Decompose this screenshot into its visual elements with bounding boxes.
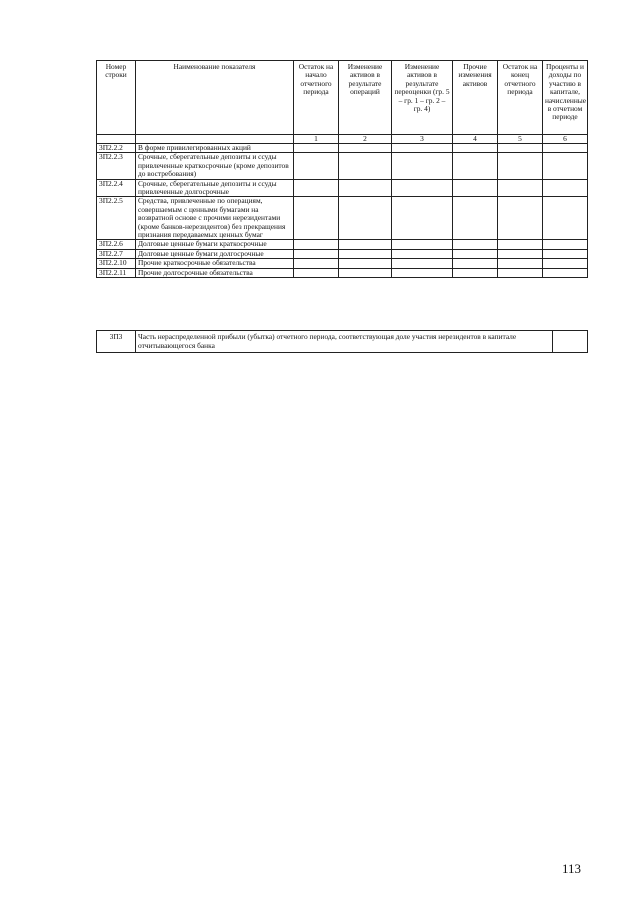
row-name: Средства, привлеченные по операциям, совершаемым с ценными бумагами на возвратной основе с прочими нерезидентами (кроме банков-нерезидентов) без прекращения признания передаваемых ценных бумаг <box>136 197 294 240</box>
header-column-2: Изменение активов в результате операций <box>339 61 392 135</box>
row-code: 3П2.2.4 <box>97 179 136 197</box>
cell <box>498 249 543 258</box>
row-code: 3П2.2.5 <box>97 197 136 240</box>
row-code: 3П2.2.3 <box>97 153 136 179</box>
row-name: Долговые ценные бумаги краткосрочные <box>136 240 294 249</box>
footer-row-code: 3П3 <box>97 331 136 353</box>
table-row <box>97 249 588 258</box>
cell <box>392 197 453 240</box>
cell <box>543 259 588 268</box>
table-row <box>97 179 588 197</box>
cell <box>392 153 453 179</box>
footer-table <box>96 330 588 353</box>
cell <box>294 240 339 249</box>
cell <box>339 259 392 268</box>
row-code: 3П2.2.11 <box>97 268 136 277</box>
row-code: 3П2.2.7 <box>97 249 136 258</box>
table-row <box>97 197 588 240</box>
footer-row <box>97 331 588 353</box>
cell <box>339 153 392 179</box>
table-row <box>97 259 588 268</box>
column-number: 3 <box>392 135 453 144</box>
cell <box>453 144 498 153</box>
cell <box>294 179 339 197</box>
cell <box>339 249 392 258</box>
cell <box>339 179 392 197</box>
cell <box>543 240 588 249</box>
table-row <box>97 144 588 153</box>
header-row <box>97 61 588 135</box>
table-row <box>97 240 588 249</box>
table-row <box>97 268 588 277</box>
column-number-empty <box>136 135 294 144</box>
cell <box>498 153 543 179</box>
header-column-5: Остаток на конец отчетного периода <box>498 61 543 135</box>
cell <box>498 144 543 153</box>
cell <box>392 179 453 197</box>
header-column-6: Проценты и доходы по участию в капитале, начисленные в отчетном периоде <box>543 61 588 135</box>
cell <box>453 179 498 197</box>
cell <box>543 144 588 153</box>
cell <box>543 153 588 179</box>
column-number: 6 <box>543 135 588 144</box>
cell <box>392 240 453 249</box>
column-number: 2 <box>339 135 392 144</box>
footer-row-name: Часть нераспределенной прибыли (убытка) отчетного периода, соответствующая доле участия нерезидентов в капитале отчитывающегося банка <box>136 331 553 353</box>
cell <box>543 249 588 258</box>
cell <box>339 240 392 249</box>
cell <box>294 249 339 258</box>
cell <box>392 144 453 153</box>
cell <box>543 197 588 240</box>
cell <box>339 197 392 240</box>
header-row-number: Номер строки <box>97 61 136 135</box>
column-number: 1 <box>294 135 339 144</box>
cell <box>294 259 339 268</box>
cell <box>392 259 453 268</box>
cell <box>453 259 498 268</box>
cell <box>543 268 588 277</box>
column-number-empty <box>97 135 136 144</box>
row-name: В форме привилегированных акций <box>136 144 294 153</box>
cell <box>392 249 453 258</box>
cell <box>339 268 392 277</box>
row-name: Срочные, сберегательные депозиты и ссуды привлеченные краткосрочные (кроме депозитов до востребования) <box>136 153 294 179</box>
cell <box>453 268 498 277</box>
cell <box>453 153 498 179</box>
row-code: 3П2.2.2 <box>97 144 136 153</box>
page-number: 113 <box>562 861 582 876</box>
main-table <box>96 60 588 278</box>
table-row <box>97 153 588 179</box>
cell <box>339 144 392 153</box>
footer-row-cell <box>553 331 588 353</box>
header-column-1: Остаток на начало отчетного периода <box>294 61 339 135</box>
row-name: Долговые ценные бумаги долгосрочные <box>136 249 294 258</box>
column-number-row <box>97 135 588 144</box>
cell <box>453 197 498 240</box>
row-name: Прочие долгосрочные обязательства <box>136 268 294 277</box>
cell <box>294 268 339 277</box>
header-column-3: Изменение активов в результате переоценки (гр. 5 – гр. 1 – гр. 2 – гр. 4) <box>392 61 453 135</box>
cell <box>498 179 543 197</box>
cell <box>294 153 339 179</box>
row-code: 3П2.2.10 <box>97 259 136 268</box>
row-name: Прочие краткосрочные обязательства <box>136 259 294 268</box>
cell <box>498 259 543 268</box>
cell <box>294 197 339 240</box>
column-number: 5 <box>498 135 543 144</box>
row-name: Срочные, сберегательные депозиты и ссуды привлеченные долгосрочные <box>136 179 294 197</box>
header-indicator-name: Наименование показателя <box>136 61 294 135</box>
cell <box>498 268 543 277</box>
row-code: 3П2.2.6 <box>97 240 136 249</box>
cell <box>498 240 543 249</box>
header-column-4: Прочие изменения активов <box>453 61 498 135</box>
cell <box>453 249 498 258</box>
column-number: 4 <box>453 135 498 144</box>
cell <box>543 179 588 197</box>
cell <box>294 144 339 153</box>
cell <box>392 268 453 277</box>
cell <box>498 197 543 240</box>
cell <box>453 240 498 249</box>
